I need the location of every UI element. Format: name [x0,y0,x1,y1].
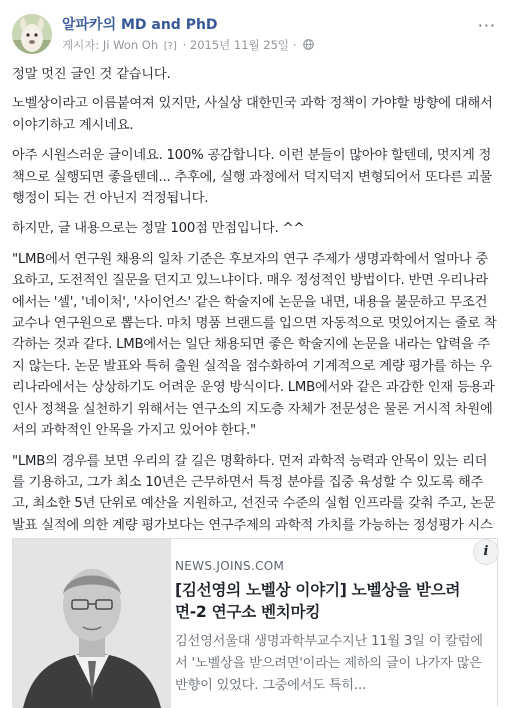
more-options-icon[interactable]: ··· [477,16,496,35]
post-date[interactable]: 2015년 11월 25일 [189,38,290,52]
post-paragraph: "LMB에서 연구원 채용의 일차 기준은 후보자의 연구 주제가 생명과학에서 얼마나 중요하고, 도전적인 질문을 던지고 있느냐이다. 매우 정성적인 방법이다. 반면 우리나라에서는 '셀', '네이처', '사이언스' 같은 학술지에 논문을 내면, 내용을 불문하고 무조건 교수나 연구원으로 뽑는다. 마치 명품 브랜드를 입으면 자동적으로 멋있어지는 줄로 착각하는 것과 같다. LMB에서는 일단 채용되면 좋은 학술지에 논문을 내라는 압력을 주지 않는다. 논문 발표와 특허 출원 실적을 점수화하여 기계적으로 계량 평가를 하는 우리나라에서는 상상하기도 어려운 운영 방식이다. LMB에서와 같은 과감한 인재 등용과 인사 정책을 실천하기 위해서는 연구소의 지도층 자체가 전문성은 물론 거시적 차원에서의 과학적인 안목을 가지고 있어야 한다." [12,251,497,439]
post-paragraph: 정말 멋진 글인 것 같습니다. [12,67,171,82]
post-paragraph: "LMB의 경우를 보면 우리의 갈 길은 명확하다. 먼저 과학적 능력과 안목이 있는 리더를 기용하고, 그가 최소 10년은 근무하면서 특정 분야를 집중 육성할 수 있도록 해주고, 최소한 5년 단위로 예산을 지원하고, 선진국 수준의 실험 인프라를 갖춰 주고, 논문 발표 실적에 의한 계량 평가보다는 연구주제의 과학적 가치를 가능하는 정성평가 시스 [12,453,496,533]
author-prefix: 게시자: [62,38,100,52]
link-domain: NEWS.JOINS.COM [175,559,285,573]
link-description: 김선영서울대 생명과학부교수지난 11월 3일 이 칼럼에서 '노벨상을 받으려면'이라는 제하의 글이 나가자 많은 반향이 있었다. 그중에서도 특히... [175,634,483,693]
article-thumbnail[interactable] [13,539,171,708]
alpaca-avatar-image [12,14,52,54]
page-name-link[interactable]: 알파카의 MD and PhD [62,17,218,33]
post-header [0,0,510,62]
help-marker[interactable]: [?] [163,41,177,52]
post-body [12,64,498,588]
link-title[interactable]: [김선영의 노벨상 이야기] 노벨상을 받으려면-2 연구소 벤치마킹 [175,581,461,621]
meta-separator: · [292,38,297,52]
globe-icon[interactable] [303,39,314,53]
post-meta [62,37,314,53]
post-paragraph: 하지만, 글 내용으로는 정말 100점 만점입니다. ^^ [12,221,305,237]
info-icon[interactable]: i [474,540,498,564]
author-name[interactable]: Ji Won Oh [102,38,159,52]
post-paragraph: 아주 시원스러운 글이네요. 100% 공감합니다. 이런 분들이 많아야 할텐데, 멋지게 정책으로 실행되면 좋을텐데... 추후에, 실행 과정에서 덕지덕지 변형되어서 또다른 괴물 행정이 되는 건 아닌지 걱정됩니다. [12,148,492,207]
post-paragraph: 노벨상이라고 이름붙여져 있지만, 사실상 대한민국 과학 정책이 가야할 방향에 대해서 이야기하고 계시네요. [12,96,493,133]
portrait-photo [13,539,171,708]
meta-separator: · [182,38,187,52]
link-preview-card[interactable] [12,538,498,707]
page-avatar[interactable] [12,14,52,54]
